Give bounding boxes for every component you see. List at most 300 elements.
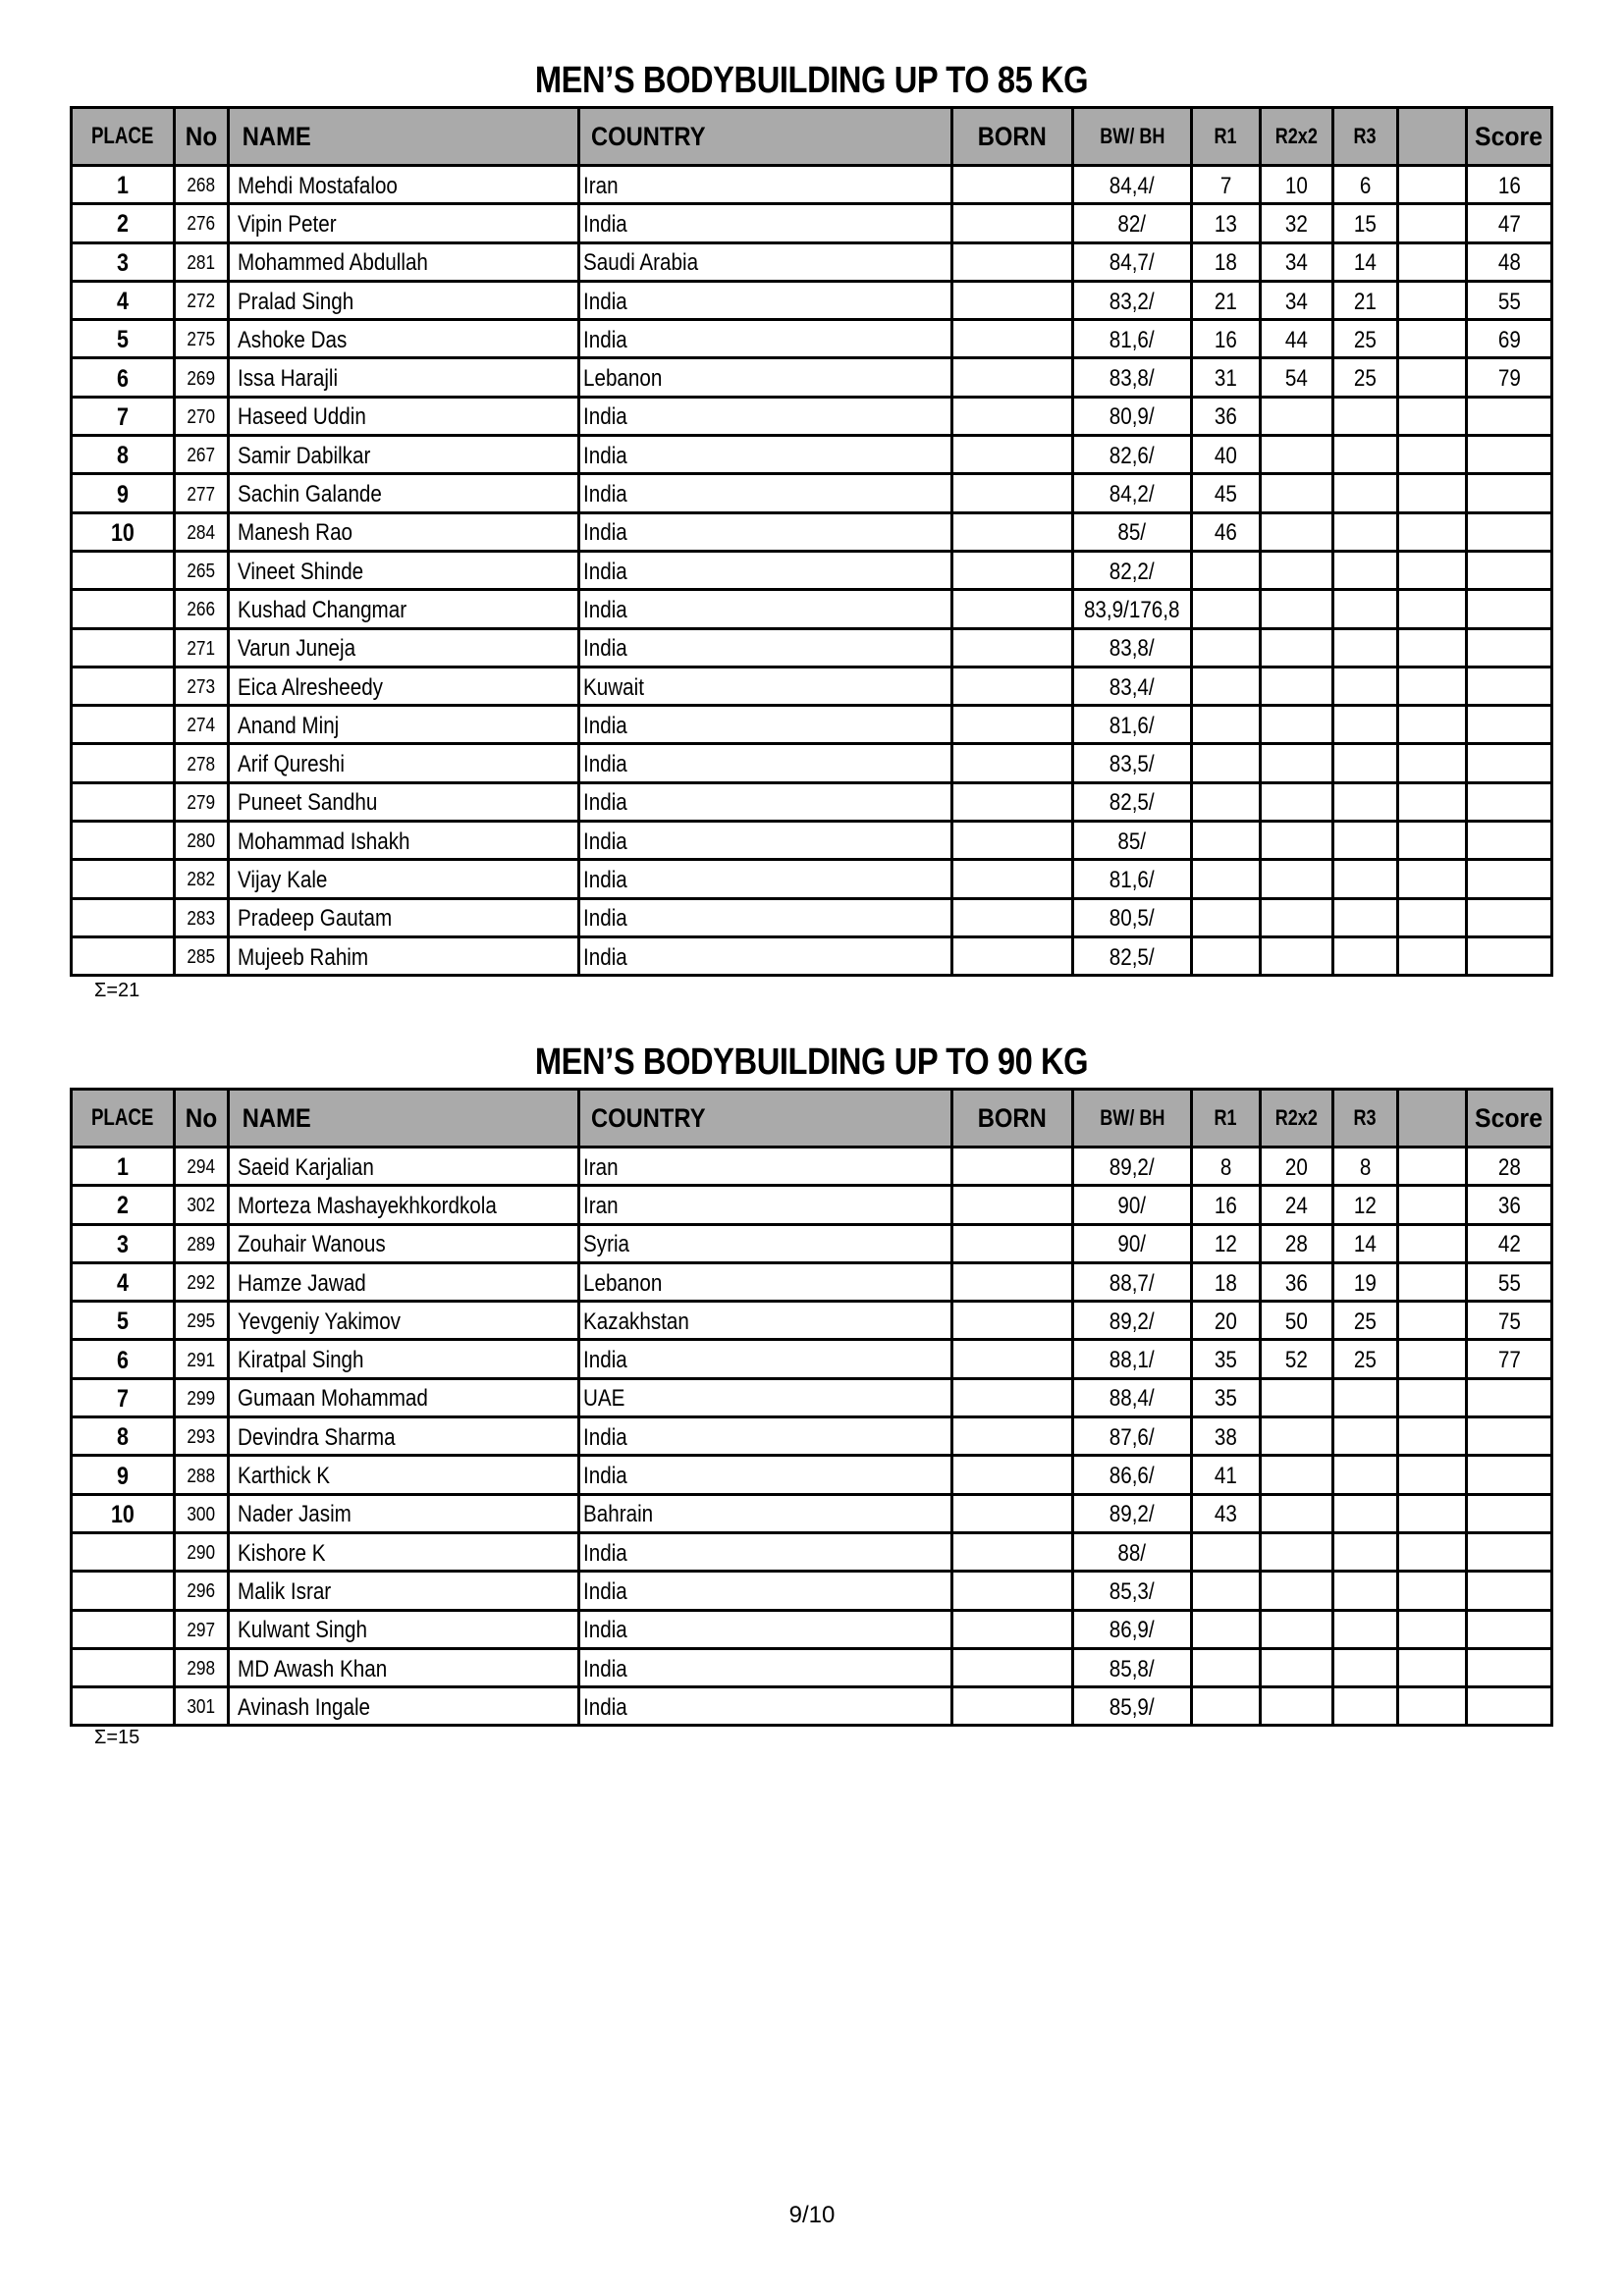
cell-extra (1396, 514, 1465, 550)
cell-r2 (1259, 1573, 1331, 1608)
cell-r1 (1190, 1457, 1259, 1492)
cell-r2 (1259, 1457, 1331, 1492)
cell-score (1465, 630, 1550, 666)
cell-name (227, 1264, 577, 1300)
cell-name-text: Vijay Kale (238, 866, 328, 893)
cell-bw-text: 82/ (1117, 210, 1147, 238)
cell-country-text: India (583, 1539, 627, 1567)
cell-extra (1396, 630, 1465, 666)
cell-extra (1396, 938, 1465, 974)
cell-no-text: 271 (187, 637, 216, 660)
cell-place (73, 1303, 173, 1338)
cell-bw (1071, 283, 1190, 318)
entrant-count: Σ=15 (94, 1727, 140, 1748)
column-header-extra (1396, 1091, 1465, 1146)
cell-r3 (1331, 1496, 1396, 1531)
cell-bw (1071, 399, 1190, 434)
cell-place-text: 7 (117, 1384, 129, 1413)
cell-r1-text: 35 (1215, 1385, 1237, 1413)
cell-name-text: Haseed Uddin (238, 403, 366, 431)
cell-country-text: India (583, 481, 627, 508)
cell-country-text: Iran (583, 1153, 619, 1181)
column-header-label: NAME (242, 1102, 311, 1133)
cell-r1 (1190, 1303, 1259, 1338)
cell-name (227, 1496, 577, 1531)
cell-born (950, 900, 1071, 935)
cell-r2-text: 54 (1285, 365, 1308, 393)
cell-no-text: 285 (187, 946, 216, 969)
cell-r1 (1190, 514, 1259, 550)
cell-no-text: 292 (187, 1272, 216, 1295)
cell-score (1465, 475, 1550, 510)
cell-country-text: Kuwait (583, 673, 644, 701)
cell-no (173, 283, 227, 318)
cell-r3 (1331, 938, 1396, 974)
cell-r3-text: 6 (1359, 172, 1372, 199)
cell-r2 (1259, 437, 1331, 472)
cell-score-text: 55 (1497, 288, 1521, 315)
cell-name-text: Puneet Sandhu (238, 789, 378, 817)
table-row (73, 1223, 1550, 1261)
cell-country (577, 1226, 950, 1261)
cell-born (950, 1341, 1071, 1376)
cell-r3 (1331, 1148, 1396, 1184)
cell-bw (1071, 745, 1190, 780)
table-row (73, 1570, 1550, 1608)
column-header-label: PLACE (91, 1104, 154, 1131)
cell-r3 (1331, 475, 1396, 510)
cell-r1 (1190, 283, 1259, 318)
cell-name-text: MD Awash Khan (238, 1655, 388, 1682)
cell-r3 (1331, 1534, 1396, 1570)
cell-score (1465, 1688, 1550, 1724)
cell-no-text: 290 (187, 1542, 216, 1565)
cell-no-text: 294 (187, 1156, 216, 1179)
cell-no-text: 302 (187, 1195, 216, 1217)
cell-no (173, 1418, 227, 1454)
cell-r2-text: 52 (1285, 1347, 1308, 1374)
cell-r3 (1331, 1612, 1396, 1647)
cell-bw (1071, 1650, 1190, 1685)
cell-bw (1071, 900, 1190, 935)
cell-score (1465, 1496, 1550, 1531)
table-row (73, 666, 1550, 704)
cell-extra (1396, 1612, 1465, 1647)
cell-country (577, 630, 950, 666)
cell-place (73, 938, 173, 974)
cell-r3 (1331, 630, 1396, 666)
cell-score (1465, 1573, 1550, 1608)
cell-place-text: 9 (117, 1462, 129, 1490)
cell-name (227, 553, 577, 588)
cell-name-text: Vineet Shinde (238, 558, 364, 585)
cell-r3 (1331, 283, 1396, 318)
cell-score (1465, 1148, 1550, 1184)
cell-r1-text: 36 (1215, 403, 1237, 431)
cell-r3 (1331, 1264, 1396, 1300)
cell-no (173, 399, 227, 434)
cell-no-text: 295 (187, 1310, 216, 1333)
cell-r2 (1259, 668, 1331, 704)
cell-bw-text: 87,6/ (1110, 1423, 1155, 1451)
cell-born (950, 167, 1071, 202)
cell-r2 (1259, 359, 1331, 395)
cell-born (950, 784, 1071, 820)
cell-place (73, 283, 173, 318)
cell-score (1465, 1650, 1550, 1685)
cell-r2 (1259, 823, 1331, 858)
cell-score-text: 42 (1497, 1231, 1521, 1258)
column-header-place (73, 109, 173, 164)
cell-r3 (1331, 1650, 1396, 1685)
cell-r1-text: 12 (1215, 1231, 1237, 1258)
cell-r3 (1331, 707, 1396, 742)
cell-country (577, 283, 950, 318)
cell-bw-text: 88/ (1117, 1539, 1147, 1567)
column-header-name (227, 1091, 577, 1146)
cell-r3 (1331, 1341, 1396, 1376)
cell-name (227, 1380, 577, 1415)
cell-born (950, 1187, 1071, 1222)
cell-no-text: 267 (187, 445, 216, 467)
cell-no-text: 301 (187, 1696, 216, 1719)
cell-extra (1396, 553, 1465, 588)
cell-no-text: 274 (187, 715, 216, 737)
cell-country (577, 823, 950, 858)
cell-name (227, 514, 577, 550)
cell-r1-text: 40 (1215, 442, 1237, 469)
table-row (73, 511, 1550, 550)
cell-extra (1396, 1650, 1465, 1685)
cell-r3 (1331, 359, 1396, 395)
cell-born (950, 244, 1071, 280)
cell-born (950, 1688, 1071, 1724)
cell-place (73, 1264, 173, 1300)
cell-r1 (1190, 1264, 1259, 1300)
column-header-label: PLACE (91, 123, 154, 149)
cell-r3 (1331, 823, 1396, 858)
cell-r1 (1190, 707, 1259, 742)
cell-r2 (1259, 861, 1331, 896)
cell-country-text: Iran (583, 172, 619, 199)
table-row (73, 588, 1550, 626)
cell-no-text: 291 (187, 1349, 216, 1371)
cell-r2-text: 20 (1285, 1153, 1308, 1181)
table-row (73, 318, 1550, 356)
cell-place-text: 10 (111, 518, 135, 547)
cell-name-text: Mohammad Ishakh (238, 828, 410, 855)
cell-r2 (1259, 1341, 1331, 1376)
cell-extra (1396, 668, 1465, 704)
cell-no (173, 861, 227, 896)
cell-country-text: India (583, 1655, 627, 1682)
cell-place (73, 244, 173, 280)
cell-place (73, 900, 173, 935)
cell-score (1465, 1264, 1550, 1300)
cell-place (73, 707, 173, 742)
table-row (73, 1454, 1550, 1492)
cell-r3 (1331, 1573, 1396, 1608)
cell-country-text: India (583, 712, 627, 739)
cell-bw-text: 80,5/ (1110, 905, 1155, 933)
category-title-text: MEN’S BODYBUILDING UP TO 85 KG (535, 60, 1089, 101)
cell-r1 (1190, 784, 1259, 820)
cell-extra (1396, 900, 1465, 935)
cell-name-text: Karthick K (238, 1463, 331, 1490)
category-title (0, 61, 1624, 100)
cell-country-text: India (583, 635, 627, 663)
cell-name-text: Kushad Changmar (238, 596, 407, 623)
cell-r1-text: 46 (1215, 519, 1237, 547)
cell-born (950, 1534, 1071, 1570)
cell-bw (1071, 1303, 1190, 1338)
cell-place (73, 1380, 173, 1415)
cell-name (227, 475, 577, 510)
cell-country-text: Kazakhstan (583, 1308, 689, 1335)
cell-r1 (1190, 668, 1259, 704)
cell-r1 (1190, 630, 1259, 666)
cell-r3-text: 8 (1359, 1153, 1372, 1181)
cell-country-text: India (583, 1577, 627, 1605)
entrant-count: Σ=21 (94, 980, 140, 1001)
cell-score-text: 55 (1497, 1269, 1521, 1297)
cell-r1 (1190, 1612, 1259, 1647)
table-row (73, 202, 1550, 240)
column-header-name (227, 109, 577, 164)
cell-bw-text: 85/ (1117, 828, 1147, 855)
cell-name (227, 1187, 577, 1222)
cell-country-text: Iran (583, 1192, 619, 1219)
table-row (73, 820, 1550, 858)
cell-r2 (1259, 707, 1331, 742)
cell-name (227, 1457, 577, 1492)
cell-place-text: 8 (117, 442, 129, 470)
cell-place-text: 5 (117, 326, 129, 354)
cell-score-text: 47 (1497, 210, 1521, 238)
cell-r1-text: 43 (1215, 1501, 1237, 1528)
cell-country-text: India (583, 789, 627, 817)
cell-r1-text: 7 (1219, 172, 1232, 199)
cell-born (950, 1457, 1071, 1492)
cell-extra (1396, 1148, 1465, 1184)
cell-r1-text: 35 (1215, 1347, 1237, 1374)
cell-name-text: Issa Harajli (238, 365, 339, 393)
cell-bw-text: 81,6/ (1110, 712, 1155, 739)
cell-place-text: 1 (117, 1153, 129, 1182)
cell-place (73, 359, 173, 395)
cell-name (227, 1148, 577, 1184)
cell-place (73, 823, 173, 858)
cell-bw-text: 81,6/ (1110, 326, 1155, 353)
cell-bw (1071, 553, 1190, 588)
cell-r2 (1259, 1148, 1331, 1184)
column-header-label: R1 (1214, 124, 1238, 148)
cell-place-text: 4 (117, 1269, 129, 1298)
cell-bw (1071, 938, 1190, 974)
cell-name-text: Saeid Karjalian (238, 1153, 374, 1181)
cell-r3 (1331, 1303, 1396, 1338)
cell-place-text: 6 (117, 1346, 129, 1374)
cell-bw-text: 84,4/ (1110, 172, 1155, 199)
cell-bw (1071, 823, 1190, 858)
cell-no (173, 1187, 227, 1222)
cell-score (1465, 437, 1550, 472)
cell-name (227, 1534, 577, 1570)
cell-r2 (1259, 1303, 1331, 1338)
cell-r2 (1259, 244, 1331, 280)
cell-no-text: 265 (187, 561, 216, 583)
cell-bw (1071, 321, 1190, 356)
cell-country-text: India (583, 210, 627, 238)
cell-bw-text: 85,3/ (1110, 1577, 1155, 1605)
cell-no (173, 1226, 227, 1261)
cell-no-text: 296 (187, 1580, 216, 1603)
cell-no-text: 282 (187, 869, 216, 891)
cell-r2 (1259, 1496, 1331, 1531)
cell-place-text: 1 (117, 172, 129, 200)
cell-country (577, 1650, 950, 1685)
cell-name (227, 668, 577, 704)
cell-bw (1071, 205, 1190, 240)
cell-no-text: 284 (187, 521, 216, 544)
column-header-label: R2x2 (1274, 1105, 1319, 1130)
cell-no-text: 269 (187, 367, 216, 390)
column-header-label: BORN (978, 1102, 1047, 1133)
cell-extra (1396, 1457, 1465, 1492)
cell-country-text: India (583, 596, 627, 623)
cell-bw (1071, 668, 1190, 704)
cell-no (173, 1612, 227, 1647)
cell-no (173, 1148, 227, 1184)
cell-r1-text: 16 (1215, 1192, 1237, 1219)
cell-score (1465, 359, 1550, 395)
cell-name-text: Devindra Sharma (238, 1423, 396, 1451)
cell-born (950, 475, 1071, 510)
column-header-label: R3 (1353, 124, 1378, 148)
cell-place (73, 321, 173, 356)
cell-name-text: Zouhair Wanous (238, 1231, 386, 1258)
cell-bw-text: 83,9/176,8 (1084, 596, 1180, 623)
table-row (73, 627, 1550, 666)
table-row (73, 704, 1550, 742)
column-header-r1 (1190, 109, 1259, 164)
cell-name-text: Hamze Jawad (238, 1269, 366, 1297)
cell-born (950, 1303, 1071, 1338)
cell-extra (1396, 205, 1465, 240)
cell-r3-text: 25 (1354, 1347, 1377, 1374)
cell-country (577, 1534, 950, 1570)
cell-name-text: Mohammed Abdullah (238, 249, 428, 277)
cell-no (173, 553, 227, 588)
cell-name-text: Avinash Ingale (238, 1693, 371, 1721)
cell-no-text: 270 (187, 405, 216, 428)
cell-score (1465, 399, 1550, 434)
cell-no-text: 273 (187, 676, 216, 698)
cell-r1 (1190, 399, 1259, 434)
cell-country (577, 707, 950, 742)
cell-r3 (1331, 668, 1396, 704)
cell-name (227, 167, 577, 202)
column-header-label: No (185, 121, 218, 151)
cell-extra (1396, 1380, 1465, 1415)
cell-r3 (1331, 167, 1396, 202)
cell-name-text: Vipin Peter (238, 210, 337, 238)
cell-place (73, 1612, 173, 1647)
cell-r1-text: 18 (1215, 1269, 1237, 1297)
cell-name (227, 1303, 577, 1338)
cell-bw-text: 86,9/ (1110, 1617, 1155, 1644)
cell-extra (1396, 784, 1465, 820)
cell-bw-text: 89,2/ (1110, 1308, 1155, 1335)
cell-no-text: 280 (187, 830, 216, 853)
cell-bw (1071, 1380, 1190, 1415)
table-row (73, 1609, 1550, 1647)
cell-r3 (1331, 1418, 1396, 1454)
cell-place (73, 205, 173, 240)
cell-name-text: Nader Jasim (238, 1501, 352, 1528)
table-row (73, 1300, 1550, 1338)
cell-r2 (1259, 1264, 1331, 1300)
cell-name (227, 244, 577, 280)
cell-place (73, 1187, 173, 1222)
cell-name (227, 321, 577, 356)
cell-country (577, 205, 950, 240)
cell-r2-text: 10 (1285, 172, 1308, 199)
cell-bw (1071, 591, 1190, 626)
cell-r2 (1259, 205, 1331, 240)
cell-r2 (1259, 167, 1331, 202)
cell-bw (1071, 1264, 1190, 1300)
cell-bw (1071, 1612, 1190, 1647)
cell-place (73, 1573, 173, 1608)
column-header-r3 (1331, 109, 1396, 164)
cell-born (950, 1148, 1071, 1184)
cell-bw-text: 88,7/ (1110, 1269, 1155, 1297)
cell-score-text: 79 (1497, 365, 1521, 393)
cell-score (1465, 283, 1550, 318)
cell-place-text: 3 (117, 248, 129, 277)
cell-bw-text: 85/ (1117, 519, 1147, 547)
cell-r1 (1190, 900, 1259, 935)
cell-no-text: 278 (187, 753, 216, 775)
cell-r3 (1331, 861, 1396, 896)
cell-no-text: 272 (187, 291, 216, 313)
cell-no (173, 475, 227, 510)
cell-no (173, 784, 227, 820)
cell-country-text: India (583, 866, 627, 893)
cell-born (950, 1573, 1071, 1608)
cell-name (227, 900, 577, 935)
cell-r1-text: 18 (1215, 249, 1237, 277)
cell-r3 (1331, 1457, 1396, 1492)
cell-name (227, 1226, 577, 1261)
cell-score (1465, 938, 1550, 974)
cell-no-text: 300 (187, 1503, 216, 1525)
cell-r3 (1331, 900, 1396, 935)
cell-place (73, 1418, 173, 1454)
cell-name-text: Kiratpal Singh (238, 1347, 364, 1374)
cell-bw (1071, 1341, 1190, 1376)
cell-bw (1071, 514, 1190, 550)
cell-no (173, 668, 227, 704)
cell-extra (1396, 745, 1465, 780)
cell-name (227, 938, 577, 974)
cell-r2 (1259, 283, 1331, 318)
cell-no-text: 277 (187, 483, 216, 506)
column-header-country (577, 1091, 950, 1146)
cell-no-text: 266 (187, 599, 216, 621)
cell-bw-text: 89,2/ (1110, 1153, 1155, 1181)
